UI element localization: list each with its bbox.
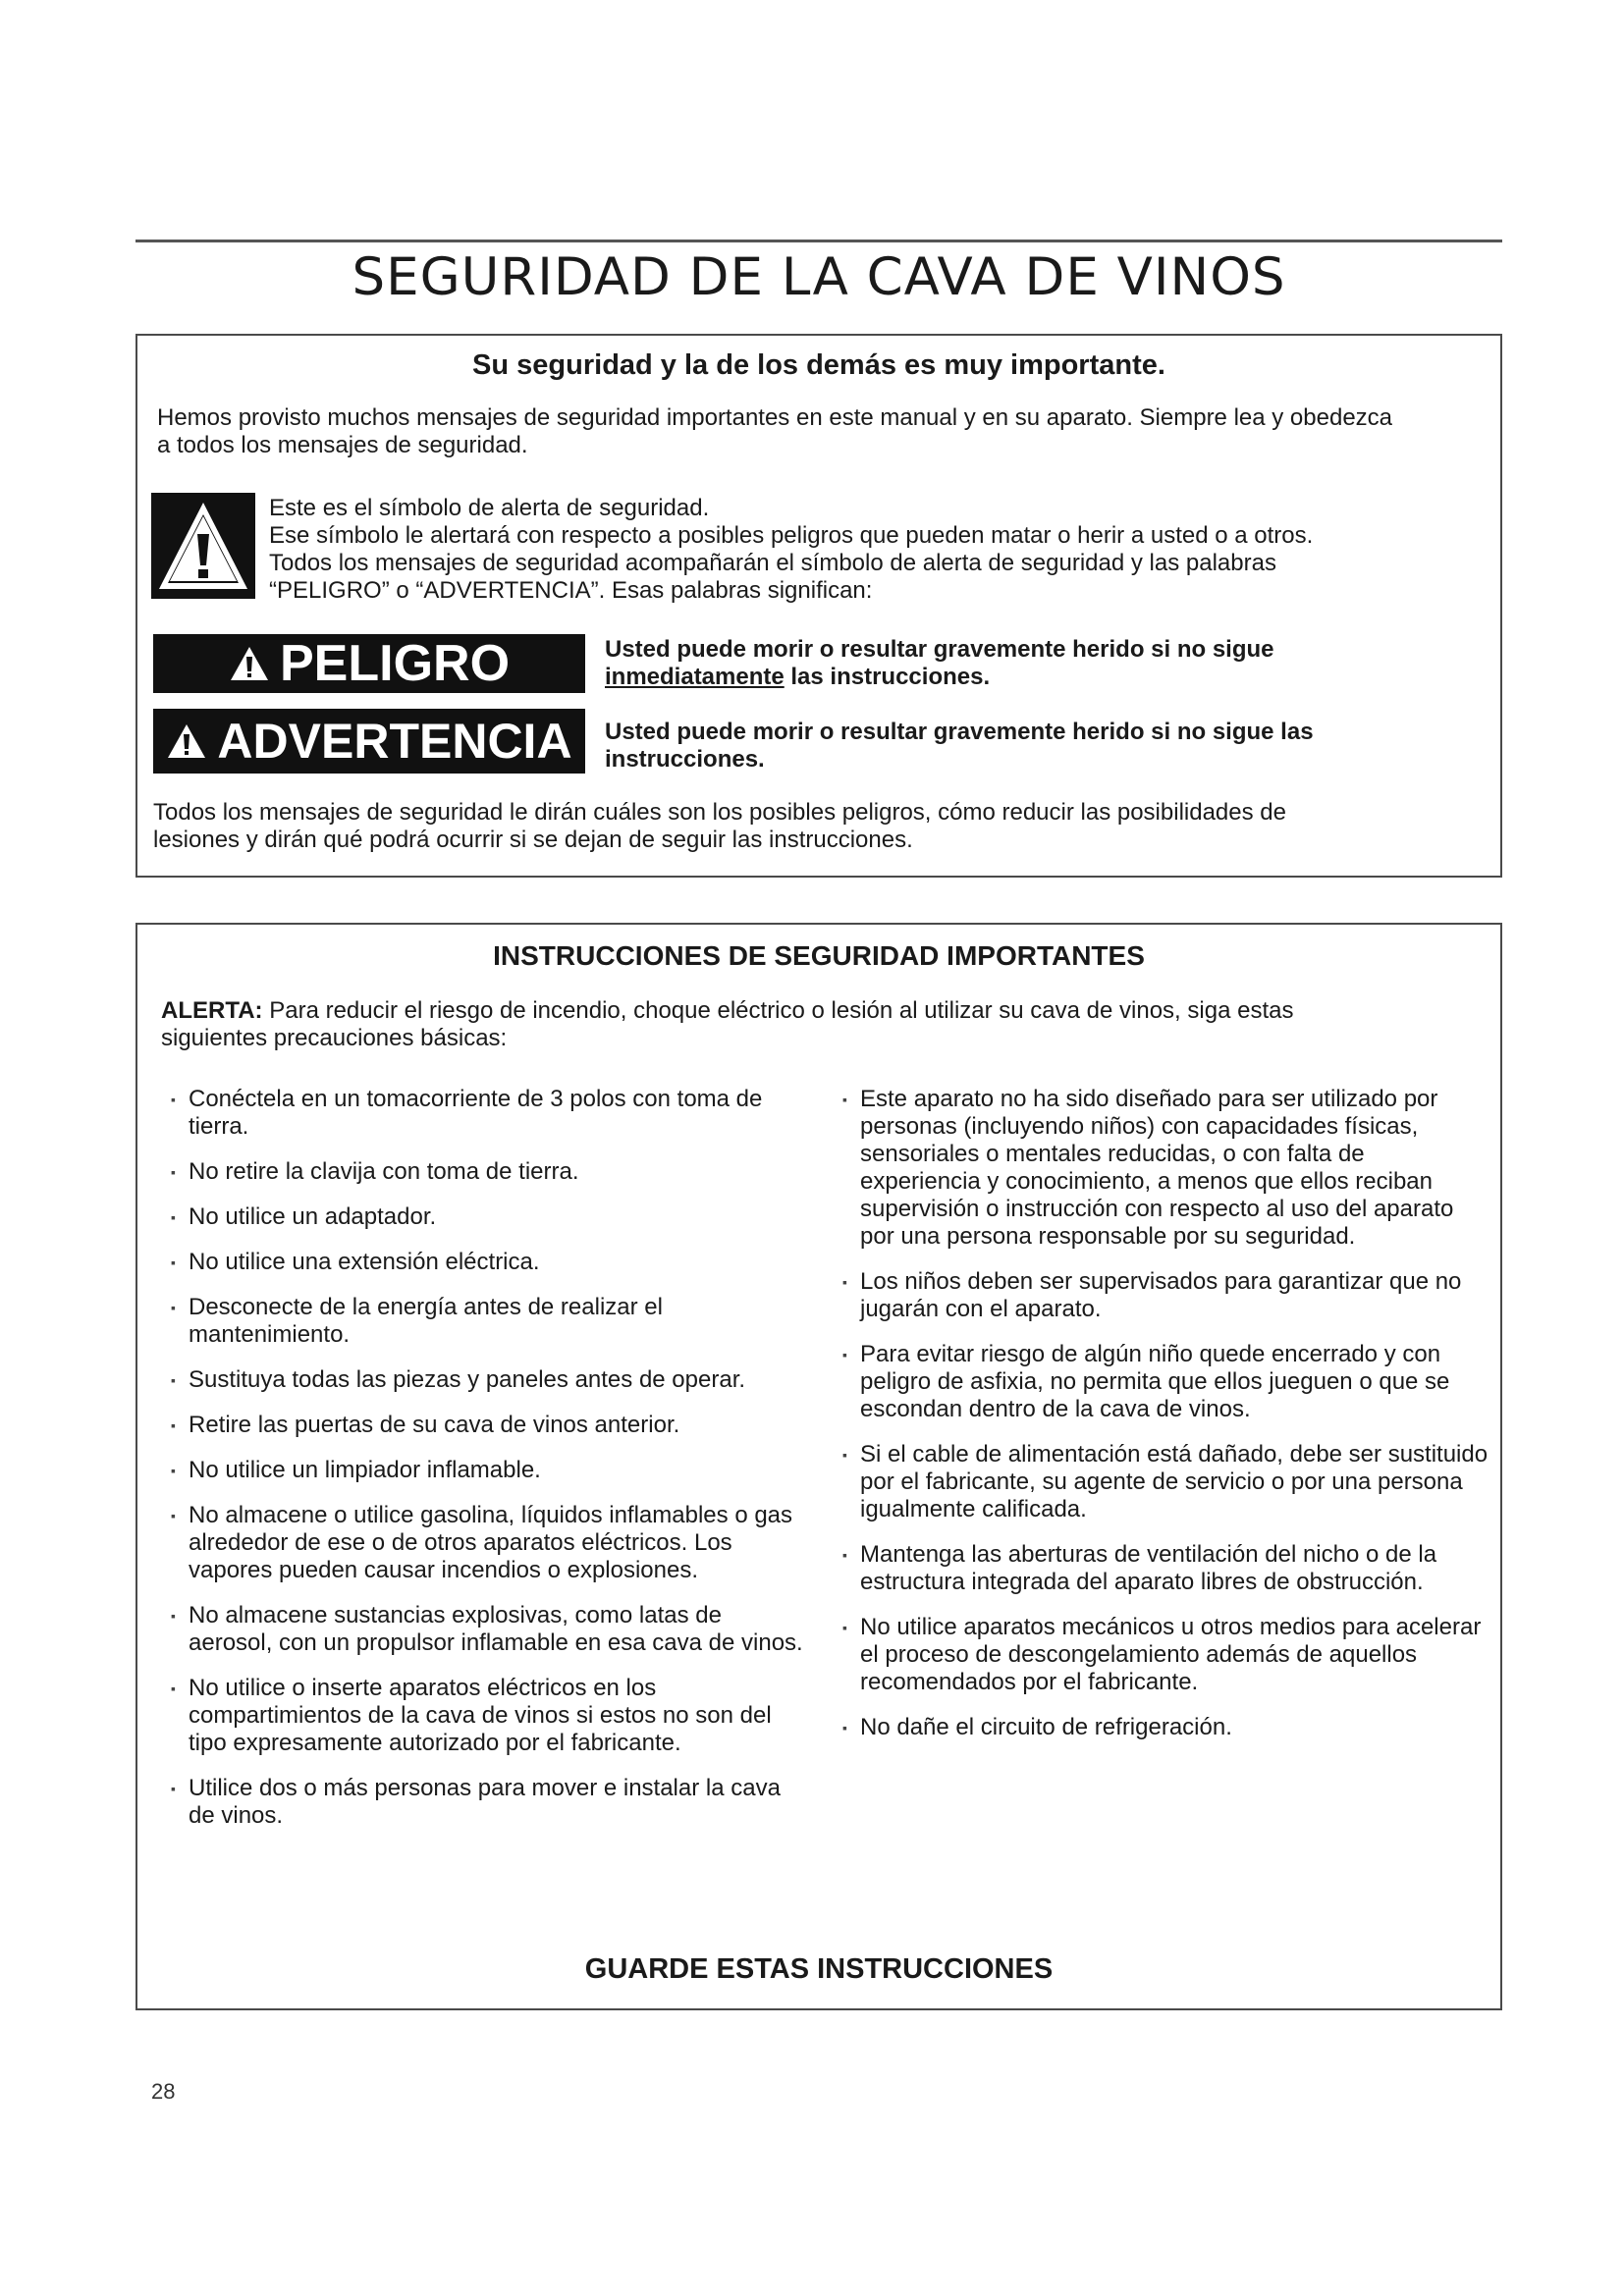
right-instruction-list <box>821 1086 1489 1741</box>
instructions-heading: INSTRUCCIONES DE SEGURIDAD IMPORTANTES <box>493 940 1145 971</box>
danger-text-line-1: Usted puede morir o resultar gravemente herido si no sigue <box>605 636 1274 663</box>
danger-alert-icon <box>229 645 270 682</box>
alert-line-1 <box>161 997 1293 1025</box>
instruction-item: ▪ No utilice una extensión eléctrica. <box>149 1249 805 1276</box>
safety-message-box <box>135 334 1502 878</box>
safety-alert-icon <box>151 493 255 599</box>
page-title: SEGURIDAD DE LA CAVA DE VINOS <box>352 247 1286 307</box>
instruction-item: ▪ No utilice aparatos mecánicos u otros medios para acelerar el proceso de descongelamiento además de aquellos recomendados por el fabricante. <box>821 1614 1489 1696</box>
alert-line-2: siguientes precauciones básicas: <box>161 1025 508 1051</box>
warning-text-line-1: Usted puede morir o resultar gravemente herido si no sigue las <box>605 719 1314 745</box>
instructions-right-column <box>821 1086 1489 1759</box>
instruction-item: ▪ Utilice dos o más personas para mover e instalar la cava de vinos. <box>149 1775 805 1830</box>
instruction-item: ▪ No utilice o inserte aparatos eléctricos en los compartimientos de la cava de vinos si estos no son del tipo expresamente autorizado por el fabricante. <box>149 1675 805 1757</box>
important-instructions-box <box>135 923 1502 2010</box>
warning-label: ADVERTENCIA <box>217 714 572 769</box>
symbol-line-1: Este es el símbolo de alerta de seguridad. <box>269 495 710 521</box>
danger-signal-word <box>153 634 585 693</box>
left-instruction-list <box>149 1086 805 1830</box>
symbol-line-2: Ese símbolo le alertará con respecto a posibles peligros que pueden matar o herir a usted o a otros. <box>269 522 1314 549</box>
instruction-item: ▪ Para evitar riesgo de algún niño quede encerrado y con peligro de asfixia, no permita que ellos jueguen o que se escondan dentro de la cava de vinos. <box>821 1341 1489 1423</box>
outro-line-2: lesiones y dirán qué podrá ocurrir si se dejan de seguir las instrucciones. <box>153 827 913 853</box>
intro-line-1: Hemos provisto muchos mensajes de seguridad importantes en este manual y en su aparato. Siempre lea y obedezca <box>157 404 1393 431</box>
instructions-left-column <box>149 1086 805 1847</box>
instruction-item: ▪ No dañe el circuito de refrigeración. <box>821 1714 1489 1741</box>
instruction-item: ▪ Conéctela en un tomacorriente de 3 polos con toma de tierra. <box>149 1086 805 1141</box>
instruction-item: ▪ No retire la clavija con toma de tierra. <box>149 1158 805 1186</box>
instruction-item: ▪ No utilice un adaptador. <box>149 1203 805 1231</box>
warning-signal-word <box>153 709 585 774</box>
instruction-item: ▪ Los niños deben ser supervisados para garantizar que no jugarán con el aparato. <box>821 1268 1489 1323</box>
alert-text: Para reducir el riesgo de incendio, choque eléctrico o lesión al utilizar su cava de vinos, siga estas <box>262 997 1294 1024</box>
instruction-item: ▪ Mantenga las aberturas de ventilación del nicho o de la estructura integrada del aparato libres de obstrucción. <box>821 1541 1489 1596</box>
instruction-item: ▪ Este aparato no ha sido diseñado para ser utilizado por personas (incluyendo niños) con capacidades físicas, sensoriales o mentales reducidas, o con falta de experiencia y conocimiento, a menos que ellos reciban supervisión o instrucción con respecto al uso del aparato por una persona responsable por su seguridad. <box>821 1086 1489 1251</box>
safety-heading: Su seguridad y la de los demás es muy importante. <box>472 349 1165 381</box>
instruction-item: ▪ Si el cable de alimentación está dañado, debe ser sustituido por el fabricante, su agente de servicio o por una persona igualmente calificada. <box>821 1441 1489 1523</box>
warning-alert-icon <box>166 722 207 760</box>
page-number: 28 <box>151 2079 176 2104</box>
symbol-line-4: “PELIGRO” o “ADVERTENCIA”. Esas palabras significan: <box>269 577 873 604</box>
save-instructions-footer: GUARDE ESTAS INSTRUCCIONES <box>584 1953 1054 1985</box>
danger-text-line-2 <box>605 664 1449 691</box>
instruction-item: ▪ Desconecte de la energía antes de realizar el mantenimiento. <box>149 1294 805 1349</box>
outro-line-1: Todos los mensajes de seguridad le dirán cuáles son los posibles peligros, cómo reducir las posibilidades de <box>153 799 1286 826</box>
danger-label: PELIGRO <box>279 635 511 692</box>
intro-line-2: a todos los mensajes de seguridad. <box>157 432 528 458</box>
instruction-item: ▪ No almacene sustancias explosivas, como latas de aerosol, con un propulsor inflamable en esa cava de vinos. <box>149 1602 805 1657</box>
alert-label: ALERTA: <box>161 997 263 1024</box>
top-rule <box>135 240 1502 242</box>
symbol-line-3: Todos los mensajes de seguridad acompañarán el símbolo de alerta de seguridad y las palabras <box>269 550 1276 576</box>
instruction-item: ▪ Retire las puertas de su cava de vinos anterior. <box>149 1412 805 1439</box>
instruction-item: ▪ Sustituya todas las piezas y paneles antes de operar. <box>149 1366 805 1394</box>
danger-text-rest: las instrucciones. <box>784 664 991 690</box>
warning-text-line-2: instrucciones. <box>605 746 765 773</box>
danger-underlined-word: inmediatamente <box>605 664 785 690</box>
instruction-item: ▪ No almacene o utilice gasolina, líquidos inflamables o gas alrededor de ese o de otros aparatos eléctricos. Los vapores pueden causar incendios o explosiones. <box>149 1502 805 1584</box>
instruction-item: ▪ No utilice un limpiador inflamable. <box>149 1457 805 1484</box>
